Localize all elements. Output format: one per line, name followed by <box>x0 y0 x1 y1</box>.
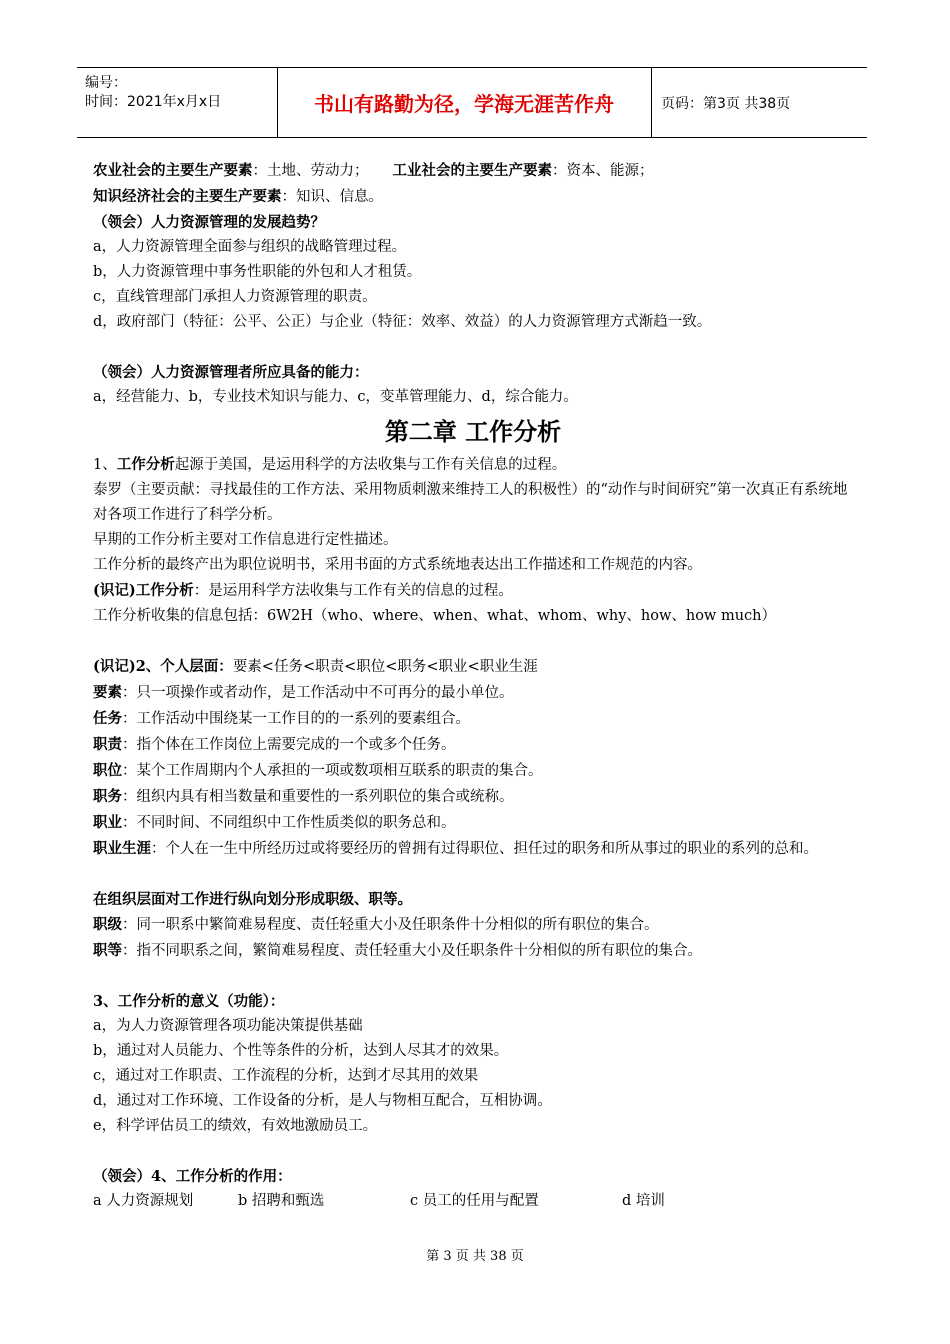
text: 起源于美国，是运用科学的方法收集与工作有关信息的过程。 <box>174 457 567 473</box>
text: ：工作活动中围绕某一工作目的的一系列的要素组合。 <box>122 711 470 727</box>
paragraph: a，经营能力、b，专业技术知识与能力、c，变革管理能力、d，综合能力。 <box>93 389 578 405</box>
term-bold: 工作分析 <box>116 456 175 473</box>
text: ：土地、劳动力； <box>252 163 369 179</box>
list-item: c，直线管理部门承担人力资源管理的职责。 <box>93 289 377 305</box>
term-bold: 知识经济社会的主要生产要素 <box>93 188 282 205</box>
header-divider <box>277 68 278 137</box>
list-item: c 员工的任用与配置 <box>410 1193 539 1209</box>
list-item: b，通过对人员能力、个性等条件的分析，达到人尽其才的效果。 <box>93 1043 509 1059</box>
definition <box>93 706 853 732</box>
text: 1、 <box>93 457 117 473</box>
list-item: d 培训 <box>622 1193 665 1209</box>
text: ：组织内具有相当数量和重要性的一系列职位的集合或统称。 <box>122 789 514 805</box>
header-meta <box>85 74 221 112</box>
text: ：只一项操作或者动作，是工作活动中不可再分的最小单位。 <box>122 685 514 701</box>
text: ：是运用科学方法收集与工作有关的信息的过程。 <box>193 583 513 599</box>
paragraph: 工作分析收集的信息包括：6W2H（who、where、when、what、whom、why、how、how much） <box>93 608 776 624</box>
list-item: a，人力资源管理全面参与组织的战略管理过程。 <box>93 239 407 255</box>
term-bold: 职务 <box>93 788 122 805</box>
definition <box>93 784 853 810</box>
section-heading: （领会）人力资源管理的发展趋势？ <box>93 214 325 231</box>
page-header <box>77 67 867 138</box>
text: ：知识、信息。 <box>281 189 383 205</box>
paragraph: 早期的工作分析主要对工作信息进行定性描述。 <box>93 532 398 548</box>
paragraph: 工作分析的最终产出为职位说明书，采用书面的方式系统地表达出工作描述和工作规范的内容。 <box>93 557 702 573</box>
section-heading: （领会）4、工作分析的作用： <box>93 1168 292 1185</box>
section-heading: 3、工作分析的意义（功能）： <box>93 993 285 1010</box>
definition <box>93 836 853 862</box>
paragraph <box>93 452 853 478</box>
list-row <box>93 1189 853 1214</box>
text: 要素<任务<职责<职位<职务<职业<职业生涯 <box>232 659 538 675</box>
list-item: a 人力资源规划 <box>93 1193 194 1209</box>
definition <box>93 912 853 938</box>
section-heading: 在组织层面对工作进行纵向划分形成职级、职等。 <box>93 891 412 908</box>
text: ：资本、能源； <box>552 163 654 179</box>
term-bold: 农业社会的主要生产要素 <box>93 162 253 179</box>
text: ：不同时间、不同组织中工作性质类似的职务总和。 <box>122 815 456 831</box>
list-item: d，通过对工作环境、工作设备的分析，是人与物相互配合，互相协调。 <box>93 1093 552 1109</box>
term-bold: 工业社会的主要生产要素 <box>392 162 552 179</box>
list-item: c，通过对工作职责、工作流程的分析，达到才尽其用的效果 <box>93 1068 479 1084</box>
term-bold: (识记)工作分析 <box>93 582 194 599</box>
chapter-title: 第二章 工作分析 <box>384 418 562 446</box>
paragraph <box>93 654 853 680</box>
page-footer: 第 3 页 共 38 页 <box>426 1249 524 1264</box>
time-label: 时间：2021年x月x日 <box>85 94 222 110</box>
definition <box>93 680 853 706</box>
header-page-label: 页码：第3页 共38页 <box>661 95 791 112</box>
term-bold: 职责 <box>93 736 122 753</box>
list-item: d，政府部门（特征：公平、公正）与企业（特征：效率、效益）的人力资源管理方式渐趋一致。 <box>93 314 712 330</box>
term-bold: 任务 <box>93 710 122 727</box>
term-bold: 要素 <box>93 684 122 701</box>
text: ：指个体在工作岗位上需要完成的一个或多个任务。 <box>122 737 456 753</box>
header-divider <box>651 68 652 137</box>
document-body <box>93 158 853 1214</box>
paragraph <box>93 578 853 604</box>
header-motto: 书山有路勤为径，学海无涯苦作舟 <box>314 92 614 116</box>
term-bold: 职位 <box>93 762 122 779</box>
section-heading: （领会）人力资源管理者所应具备的能力： <box>93 364 369 381</box>
text: ：指不同职系之间，繁简难易程度、责任轻重大小及任职条件十分相似的所有职位的集合。 <box>122 943 702 959</box>
term-bold: 职级 <box>93 916 122 933</box>
definition <box>93 938 853 964</box>
list-item: b 招聘和甄选 <box>238 1193 325 1209</box>
term-bold: (识记)2、个人层面： <box>93 658 233 675</box>
paragraph <box>93 158 853 184</box>
paragraph <box>93 184 853 210</box>
definition <box>93 758 853 784</box>
list-item: e，科学评估员工的绩效，有效地激励员工。 <box>93 1118 378 1134</box>
text: ：个人在一生中所经历过或将要经历的曾拥有过得职位、担任过的职务和所从事过的职业的系列的总和。 <box>151 841 818 857</box>
number-label: 编号： <box>85 75 127 91</box>
definition <box>93 810 853 836</box>
text: ：某个工作周期内个人承担的一项或数项相互联系的职责的集合。 <box>122 763 543 779</box>
term-bold: 职业 <box>93 814 122 831</box>
term-bold: 职等 <box>93 942 122 959</box>
text: ：同一职系中繁简难易程度、责任轻重大小及任职条件十分相似的所有职位的集合。 <box>122 917 659 933</box>
list-item: a，为人力资源管理各项功能决策提供基础 <box>93 1018 363 1034</box>
definition <box>93 732 853 758</box>
paragraph: 泰罗（主要贡献：寻找最佳的工作方法、采用物质刺激来维持工人的积极性）的“动作与时间研究”第一次真正有系统地对各项工作进行了科学分析。 <box>93 482 848 523</box>
term-bold: 职业生涯 <box>93 840 151 857</box>
list-item: b，人力资源管理中事务性职能的外包和人才租赁。 <box>93 264 422 280</box>
